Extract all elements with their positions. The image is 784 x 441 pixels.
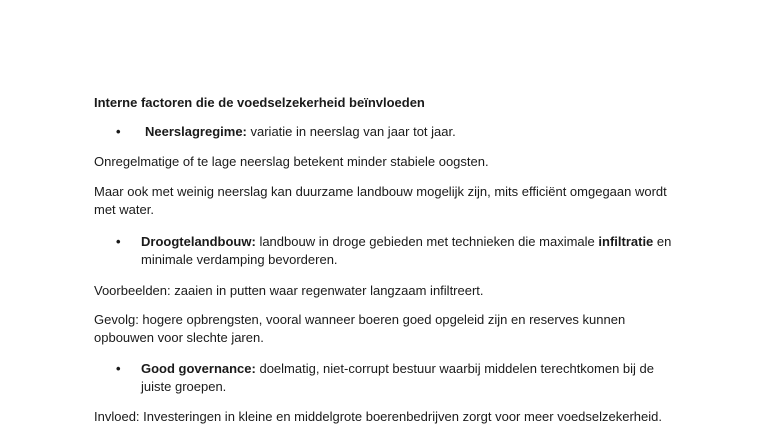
bullet-item-neerslagregime bbox=[145, 123, 456, 140]
bullet-text: variatie in neerslag van jaar tot jaar. bbox=[246, 124, 456, 139]
bullet-term: Neerslagregime: bbox=[145, 124, 247, 139]
paragraph-line: Gevolg: hogere opbrengsten, vooral wanneer boeren goed opgeleid zijn en reserves kunnen bbox=[94, 312, 626, 327]
paragraph-line: met water. bbox=[94, 202, 154, 217]
paragraph-line: opbouwen voor slechte jaren. bbox=[94, 330, 264, 345]
bullet-item-droogtelandbouw bbox=[141, 233, 671, 250]
bullet-text: landbouw in droge gebieden met technieken die maximale bbox=[255, 234, 599, 249]
bullet-text: doelmatig, niet-corrupt bestuur waarbij middelen terechtkomen bij de bbox=[255, 361, 655, 376]
bold-word: infiltratie bbox=[598, 234, 654, 249]
bullet-continuation: minimale verdamping bevorderen. bbox=[141, 252, 338, 267]
bullet-item-good-governance bbox=[141, 360, 654, 377]
bullet-text: en bbox=[653, 234, 672, 249]
bullet-icon: • bbox=[116, 124, 121, 139]
bullet-term: Droogtelandbouw: bbox=[141, 234, 256, 249]
bullet-icon: • bbox=[116, 361, 121, 376]
paragraph-line: Maar ook met weinig neerslag kan duurzame landbouw mogelijk zijn, mits efficiënt omgegaan wordt bbox=[94, 184, 667, 199]
paragraph: Onregelmatige of te lage neerslag betekent minder stabiele oogsten. bbox=[94, 154, 489, 169]
paragraph: Invloed: Investeringen in kleine en middelgrote boerenbedrijven zorgt voor meer voedselzekerheid. bbox=[94, 409, 663, 424]
bullet-continuation: juiste groepen. bbox=[141, 379, 227, 394]
section-heading: Interne factoren die de voedselzekerheid beïnvloeden bbox=[94, 95, 425, 110]
paragraph: Voorbeelden: zaaien in putten waar regenwater langzaam infiltreert. bbox=[94, 283, 484, 298]
bullet-term: Good governance: bbox=[141, 361, 256, 376]
bullet-icon: • bbox=[116, 234, 121, 249]
